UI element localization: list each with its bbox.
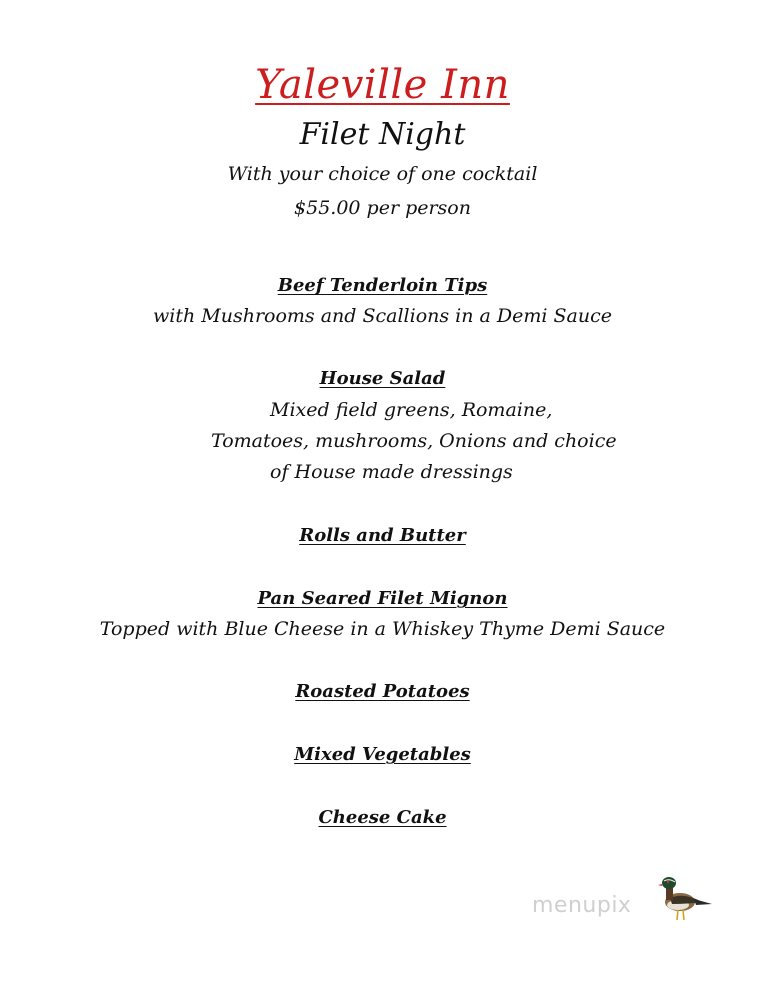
course-heading: Pan Seared Filet Mignon: [257, 588, 508, 609]
course-heading: Rolls and Butter: [299, 525, 466, 546]
course-description: of House made dressings: [270, 461, 513, 483]
restaurant-title: Yaleville Inn: [255, 62, 510, 108]
price-per-person: $55.00 per person: [294, 197, 471, 219]
course-heading: Beef Tenderloin Tips: [277, 275, 488, 296]
course-heading: Roasted Potatoes: [295, 681, 470, 702]
event-title: Filet Night: [299, 117, 466, 152]
course-description: with Mushrooms and Scallions in a Demi Sauce: [153, 305, 612, 327]
course-description: Tomatoes, mushrooms, Onions and choice: [211, 430, 617, 452]
duck-icon: [658, 872, 714, 922]
course-heading: House Salad: [319, 368, 446, 389]
course-description: Topped with Blue Cheese in a Whiskey Thyme Demi Sauce: [99, 618, 666, 640]
watermark-text: menupix: [532, 893, 632, 918]
course-description: Mixed field greens, Romaine,: [270, 399, 553, 421]
cocktail-offer: With your choice of one cocktail: [227, 163, 538, 185]
course-heading: Cheese Cake: [318, 807, 447, 828]
course-heading: Mixed Vegetables: [294, 744, 471, 765]
